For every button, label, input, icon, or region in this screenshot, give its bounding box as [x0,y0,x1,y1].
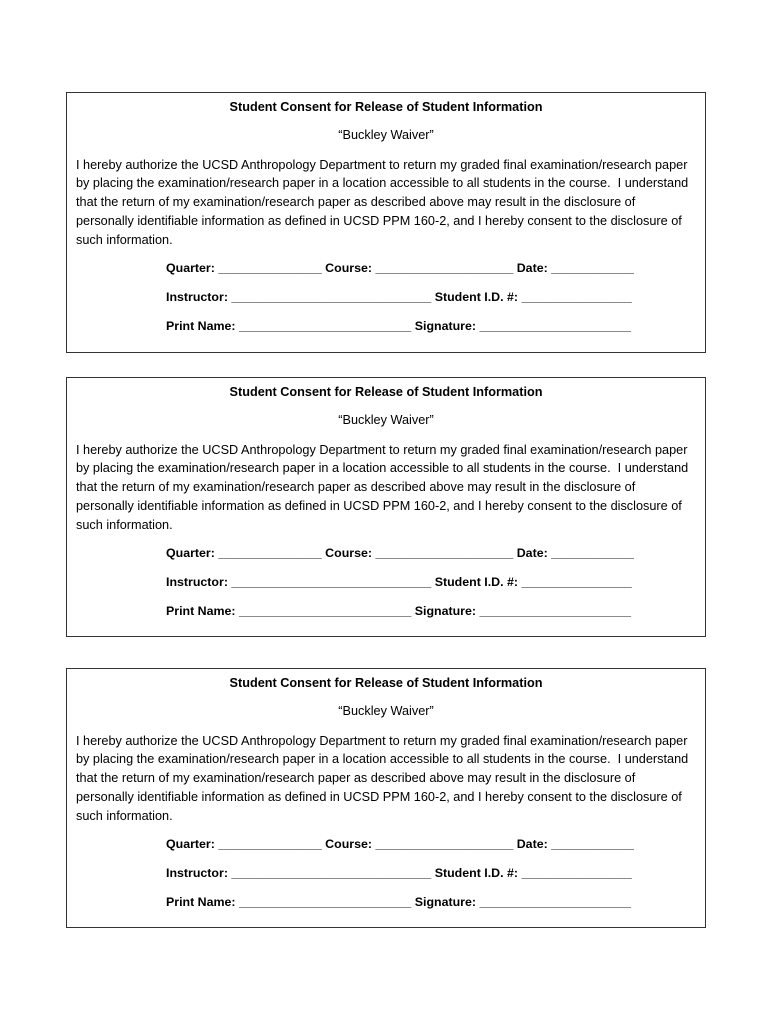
body-line: personally identifiable information as defined in UCSD PPM 160-2, and I hereby consent to the disclosure of [76,498,682,513]
field-row-quarter-course-date [166,254,696,283]
print-name-label: Print Name: [166,319,236,334]
form-subtitle: “Buckley Waiver” [338,704,434,718]
instructor-blank: _____________________________ [231,290,432,305]
student-id-label: Student I.D. #: [434,290,519,305]
signature-label: Signature: [414,319,477,334]
body-line: I hereby authorize the UCSD Anthropology Department to return my graded final examination/research paper [76,733,688,748]
date-label: Date: [516,837,548,852]
field-row-print-name-signature [166,888,696,917]
form-fields [76,254,696,341]
form-body [76,441,696,535]
quarter-blank: _______________ [218,546,322,561]
course-label: Course: [325,261,372,276]
date-blank: ____________ [551,837,634,852]
form-body [76,156,696,250]
body-line: by placing the examination/research paper in a location accessible to all students in the course. I understand [76,176,689,191]
form-title: Student Consent for Release of Student Information [229,385,543,399]
student-id-blank: ________________ [521,290,632,305]
body-line: personally identifiable information as defined in UCSD PPM 160-2, and I hereby consent to the disclosure of [76,789,682,804]
quarter-blank: _______________ [218,837,322,852]
consent-form [66,668,706,928]
body-line: such information. [76,517,173,532]
course-label: Course: [325,837,372,852]
instructor-blank: _____________________________ [231,866,432,881]
quarter-label: Quarter: [166,546,215,561]
student-id-blank: ________________ [521,866,632,881]
field-row-instructor-student-id [166,568,696,597]
signature-blank: ______________________ [479,604,632,619]
course-blank: ____________________ [375,546,514,561]
body-line: that the return of my examination/research paper as described above may result in the disclosure of [76,771,636,786]
date-blank: ____________ [551,261,634,276]
body-line: that the return of my examination/research paper as described above may result in the disclosure of [76,195,636,210]
field-row-quarter-course-date [166,539,696,568]
consent-form [66,377,706,637]
date-blank: ____________ [551,546,634,561]
field-row-quarter-course-date [166,830,696,859]
form-fields [76,539,696,626]
signature-label: Signature: [414,895,477,910]
form-fields [76,830,696,917]
body-line: such information. [76,808,173,823]
instructor-label: Instructor: [166,575,228,590]
form-subtitle: “Buckley Waiver” [338,413,434,427]
form-title: Student Consent for Release of Student Information [229,676,543,690]
print-name-blank: _________________________ [239,895,412,910]
signature-label: Signature: [414,604,477,619]
field-row-instructor-student-id [166,283,696,312]
student-id-label: Student I.D. #: [434,575,519,590]
instructor-label: Instructor: [166,866,228,881]
student-id-blank: ________________ [521,575,632,590]
consent-form [66,92,706,353]
quarter-label: Quarter: [166,261,215,276]
course-blank: ____________________ [375,261,514,276]
body-line: I hereby authorize the UCSD Anthropology Department to return my graded final examination/research paper [76,442,688,457]
print-name-blank: _________________________ [239,604,412,619]
body-line: by placing the examination/research paper in a location accessible to all students in the course. I understand [76,461,689,476]
student-id-label: Student I.D. #: [434,866,519,881]
field-row-print-name-signature [166,597,696,626]
form-subtitle: “Buckley Waiver” [338,128,434,142]
signature-blank: ______________________ [479,319,632,334]
quarter-blank: _______________ [218,261,322,276]
form-body [76,732,696,826]
instructor-label: Instructor: [166,290,228,305]
body-line: I hereby authorize the UCSD Anthropology Department to return my graded final examination/research paper [76,157,688,172]
course-label: Course: [325,546,372,561]
body-line: such information. [76,232,173,247]
body-line: that the return of my examination/research paper as described above may result in the disclosure of [76,480,636,495]
body-line: personally identifiable information as defined in UCSD PPM 160-2, and I hereby consent to the disclosure of [76,213,682,228]
quarter-label: Quarter: [166,837,215,852]
instructor-blank: _____________________________ [231,575,432,590]
date-label: Date: [516,261,548,276]
form-title: Student Consent for Release of Student Information [229,100,543,114]
signature-blank: ______________________ [479,895,632,910]
course-blank: ____________________ [375,837,514,852]
date-label: Date: [516,546,548,561]
print-name-label: Print Name: [166,604,236,619]
print-name-blank: _________________________ [239,319,412,334]
print-name-label: Print Name: [166,895,236,910]
field-row-print-name-signature [166,312,696,341]
field-row-instructor-student-id [166,859,696,888]
body-line: by placing the examination/research paper in a location accessible to all students in the course. I understand [76,752,689,767]
